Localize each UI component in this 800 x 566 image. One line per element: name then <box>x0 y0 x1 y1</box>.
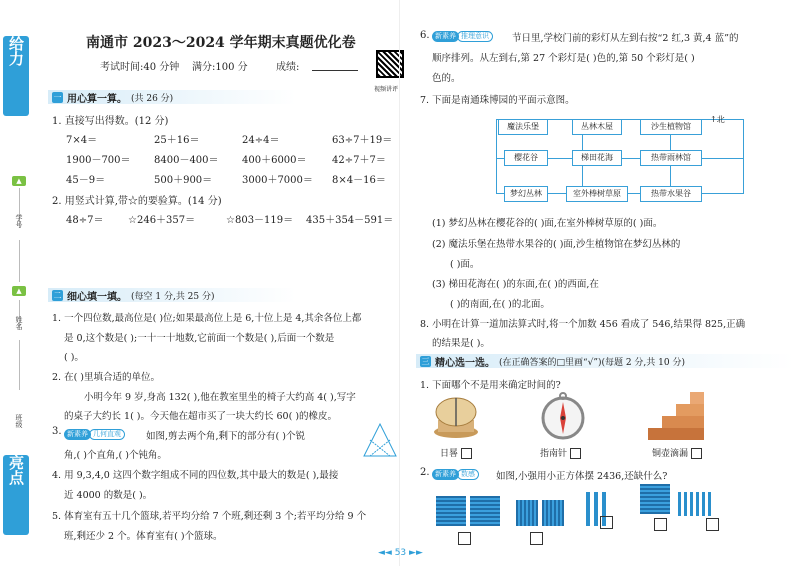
calc-cell: 24÷4＝ <box>242 135 280 146</box>
map-box-terrace-flowers: 梯田花海 <box>572 150 622 166</box>
calc-cell: 3000＋7000＝ <box>242 175 313 186</box>
student-id-label: 学号 <box>15 214 23 228</box>
map-box-sakura-valley: 樱花谷 <box>504 150 548 166</box>
map-box-magic-castle: 魔法乐堡 <box>498 119 548 135</box>
thousand-cube <box>436 496 466 526</box>
section-2-number: 二 <box>53 290 62 300</box>
unit-cube <box>702 492 705 516</box>
section-3-instruction: (在正确答案的□里画“√”)(每题 2 分,共 10 分) <box>499 357 685 368</box>
calc-cell: 45－9＝ <box>66 175 106 186</box>
s3-q2-tags <box>432 468 479 480</box>
q8-line2: 的结果是( )。 <box>432 338 490 349</box>
section-1-title: 用心算一算。 <box>67 93 127 105</box>
hundred-flat <box>542 500 564 526</box>
s2-q1-line1: 1. 一个四位数,最高位是( )位;如果最高位上是 6,十位上是 4,其余各位上都 <box>52 313 362 324</box>
calc-cell: 500＋900＝ <box>154 175 213 186</box>
s2-q2-line2: 小明今年 9 岁,身高 132( ),他在教室里坐的椅子大约高 4( ),写字 <box>84 392 356 403</box>
s3-q2-text: 如图,小强用小正方体摆 2436,还缺什么? <box>496 471 668 482</box>
map-box-desert-plants: 沙生植物馆 <box>640 119 702 135</box>
calc-cell: 400＋6000＝ <box>242 155 307 166</box>
binding-line <box>19 340 20 390</box>
calc-cell: 8400－400＝ <box>154 155 219 166</box>
sundial-image <box>430 392 482 442</box>
north-arrow-label: ↑北 <box>710 115 725 124</box>
qr-caption: 视频讲评 <box>374 86 399 93</box>
literacy-subtag: 推理意识 <box>457 31 493 42</box>
s2-q3-line2: 角,( )个直角,( )个钝角。 <box>64 450 167 461</box>
calc-cell: 1900－700＝ <box>66 155 131 166</box>
q6-tags <box>432 30 493 42</box>
map-box-jungle-cabin: 丛林木屋 <box>572 119 622 135</box>
q7-1: (1) 梦幻丛林在樱花谷的( )面,在室外棒树草原的( )面。 <box>432 218 663 229</box>
unit-cube <box>678 492 681 516</box>
cut-mark: ▲ <box>12 176 26 186</box>
cut-triangle-figure <box>362 422 398 460</box>
score-label: 成绩: <box>276 62 300 73</box>
ten-rod <box>594 492 598 526</box>
option-sundial: 日晷 <box>440 446 472 459</box>
s2-q5-line2: 班,剩还少 2 个。体育室有( )个篮球。 <box>64 531 223 542</box>
compass-checkbox[interactable] <box>570 448 581 459</box>
q6-line1: 节日里,学校门前的彩灯从左到右按“2 红,3 黄,4 蓝”的 <box>512 33 739 44</box>
water-clock-checkbox[interactable] <box>691 448 702 459</box>
score-blank[interactable] <box>312 70 358 71</box>
s2-q5-line1: 5. 体育室有五十几个篮球,若平均分给 7 个班,剩还剩 3 个;若平均分给 9 个 <box>52 511 367 522</box>
option-compass: 指南针 <box>540 446 581 459</box>
vertical-calc: ☆246＋357＝ <box>128 215 196 226</box>
unit-cube <box>690 492 693 516</box>
s2-q3-label: 3. <box>52 426 62 437</box>
literacy-subtag: 数感 <box>457 469 479 480</box>
answer-box[interactable] <box>706 518 719 531</box>
map-box-fruit-valley: 热带水果谷 <box>640 186 702 202</box>
s2-q3-tags <box>64 428 125 440</box>
thousand-cube <box>470 496 500 526</box>
s3-q1: 1. 下面哪个不是用来确定时间的? <box>420 380 561 391</box>
s2-q4-line1: 4. 用 9,3,4,0 这四个数字组成不同的四位数,其中最大的数是( ),最接 <box>52 470 339 481</box>
page-number: ◄◄ 53 ►► <box>378 548 423 558</box>
q6-number: 6. <box>420 30 430 41</box>
section-2-header <box>48 288 296 302</box>
unit-cube <box>696 492 699 516</box>
s2-q2-line3: 的桌子大约长 1( )。今天他在超市买了一块大约长 60( )的橡皮。 <box>64 411 338 422</box>
side-brand-top: 给力 <box>3 36 29 116</box>
section-3-title: 精心选一选。 <box>435 357 495 369</box>
q7-3b: ( )的南面,在( )的北面。 <box>450 299 550 310</box>
unit-cube <box>684 492 687 516</box>
class-label: 班级 <box>15 414 23 428</box>
page-title: 南通市 2023～2024 学年期末真题优化卷 <box>86 35 356 51</box>
calc-cell: 7×4＝ <box>66 135 98 146</box>
answer-box[interactable] <box>458 532 471 545</box>
section-3-header <box>416 354 794 368</box>
section-2-title: 细心填一填。 <box>67 291 127 303</box>
vertical-calc: 48÷7＝ <box>66 215 104 226</box>
literacy-tag: 新素养 <box>64 429 91 440</box>
unit-cube <box>708 492 711 516</box>
q7-3a: (3) 梯田花海在( )的东面,在( )的西面,在 <box>432 279 599 290</box>
map-box-rainforest: 热带雨林馆 <box>640 150 702 166</box>
q6-line3: 色的。 <box>432 73 461 84</box>
answer-box[interactable] <box>530 532 543 545</box>
section-1-q2: 2. 用竖式计算,带☆的要验算。(14 分) <box>52 196 222 207</box>
ten-rod <box>586 492 590 526</box>
exam-time: 考试时间:40 分钟 <box>100 62 180 73</box>
hundred-flat <box>516 500 538 526</box>
q8-line1: 8. 小明在计算一道加法算式时,将一个加数 456 看成了 546,结果得 825,正确 <box>420 319 746 330</box>
binding-line <box>19 240 20 282</box>
full-score: 满分:100 分 <box>192 62 248 73</box>
calc-cell: 42÷7＋7＝ <box>332 155 386 166</box>
calc-cell: 25＋16＝ <box>154 135 200 146</box>
name-label: 姓名 <box>15 316 23 330</box>
answer-box[interactable] <box>600 516 613 529</box>
calc-cell: 63÷7＋19＝ <box>332 135 393 146</box>
calc-cell: 8×4－16＝ <box>332 175 386 186</box>
section-1-points: (共 26 分) <box>131 93 174 104</box>
s3-q2-label: 2. <box>420 467 430 478</box>
literacy-tag: 新素养 <box>432 31 459 42</box>
side-brand-bottom: 亮点 <box>3 455 29 535</box>
q7-2a: (2) 魔法乐堡在热带水果谷的( )面,沙生植物馆在梦幻丛林的 <box>432 239 681 250</box>
sundial-checkbox[interactable] <box>461 448 472 459</box>
section-3-number: 三 <box>421 356 430 366</box>
map-box-dream-jungle: 梦幻丛林 <box>504 186 548 202</box>
s2-q1-line2: 是 0,这个数是( );一十一十地数,它前面一个数是( ),后面一个数是 <box>64 333 335 344</box>
q6-line2: 顺序排列。从左到右,第 27 个彩灯是( )色的,第 50 个彩灯是( ) <box>432 53 695 64</box>
vertical-calc: ☆803－119＝ <box>226 215 294 226</box>
answer-box[interactable] <box>654 518 667 531</box>
option-water-clock: 铜壶滴漏 <box>652 446 702 459</box>
cut-mark: ▲ <box>12 286 26 296</box>
thousand-cube <box>640 484 670 514</box>
section-1-header <box>48 90 296 104</box>
s2-q4-line2: 近 4000 的数是( )。 <box>64 490 153 501</box>
section-1-q1: 1. 直接写出得数。(12 分) <box>52 116 169 127</box>
compass-image <box>538 392 588 442</box>
q7-2b: ( )面。 <box>450 259 480 270</box>
s2-q2-line1: 2. 在( )里填合适的单位。 <box>52 372 161 383</box>
vertical-calc: 435＋354－591＝ <box>306 215 394 226</box>
section-2-points: (每空 1 分,共 25 分) <box>131 291 215 302</box>
section-1-number: 一 <box>53 92 62 102</box>
s2-q3-line1: 如图,剪去两个角,剩下的部分有( )个锐 <box>146 431 305 442</box>
literacy-tag: 新素养 <box>432 469 459 480</box>
q7-intro: 7. 下面是南通珠博园的平面示意图。 <box>420 95 575 106</box>
s2-q1-line3: ( )。 <box>64 352 84 363</box>
water-clock-image <box>644 390 708 442</box>
map-box-outdoor-grassland: 室外棒树草原 <box>566 186 628 202</box>
literacy-subtag: 几何直观 <box>89 429 125 440</box>
side-strip <box>0 0 34 566</box>
